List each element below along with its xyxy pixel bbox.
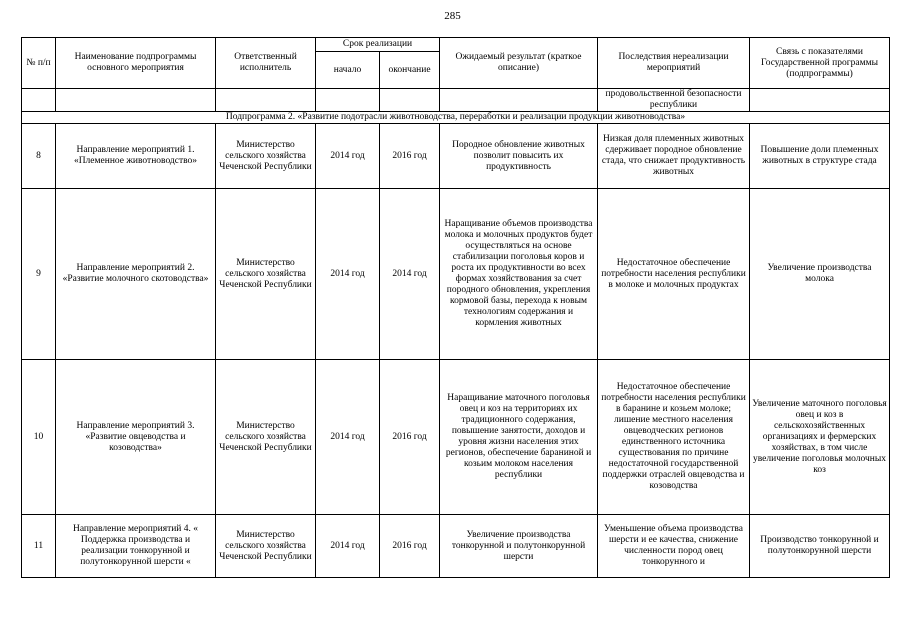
row-num: 10	[22, 360, 56, 515]
table-row	[22, 124, 890, 189]
row-name: Направление мероприятий 1. «Племенное животноводство»	[56, 124, 216, 189]
row-name: Направление мероприятий 4. « Поддержка производства и реализации тонкорунной и полутонкорунной шерсти «	[56, 515, 216, 578]
header-consequences: Последствия нереализации мероприятий	[598, 38, 750, 89]
row-end: 2016 год	[380, 124, 440, 189]
activities-table	[21, 37, 890, 578]
row-link: Повышение доли племенных животных в структуре стада	[750, 124, 890, 189]
row-link: Увеличение маточного поголовья овец и коз в сельскохозяйственных организациях и фермерских хозяйствах, в том числе увеличение поголовья молочных коз	[750, 360, 890, 515]
row-name: Направление мероприятий 2. «Развитие молочного скотоводства»	[56, 189, 216, 360]
cont-executor	[216, 89, 316, 112]
cont-end	[380, 89, 440, 112]
header-period: Срок реализации	[316, 38, 440, 52]
row-result: Породное обновление животных позволит повысить их продуктивность	[440, 124, 598, 189]
row-executor: Министерство сельского хозяйства Чеченской Республики	[216, 124, 316, 189]
row-executor: Министерство сельского хозяйства Чеченской Республики	[216, 360, 316, 515]
row-consequences: Недостаточное обеспечение потребности населения республики в баранине и козьем молоке; лишение местного населения овцеводческих регионов единственного источника существования по причине недостаточной государственной поддержки отраслей овцеводства и козоводства	[598, 360, 750, 515]
header-executor: Ответственный исполнитель	[216, 38, 316, 89]
row-end: 2016 год	[380, 360, 440, 515]
row-end: 2016 год	[380, 515, 440, 578]
row-result: Наращивание объемов производства молока и молочных продуктов будет осуществляться на основе стабилизации поголовья коров и роста их продуктивности во всех формах хозяйствования за счет породного обновления, укрепления кормовой базы, перехода к новым технологиям содержания и кормления животных	[440, 189, 598, 360]
row-num: 11	[22, 515, 56, 578]
header-start: начало	[316, 52, 380, 89]
cont-name	[56, 89, 216, 112]
row-result: Увеличение производства тонкорунной и полутонкорунной шерсти	[440, 515, 598, 578]
cont-link	[750, 89, 890, 112]
header-result: Ожидаемый результат (краткое описание)	[440, 38, 598, 89]
row-start: 2014 год	[316, 360, 380, 515]
header-end: окончание	[380, 52, 440, 89]
row-link: Увеличение производства молока	[750, 189, 890, 360]
table-row	[22, 189, 890, 360]
row-executor: Министерство сельского хозяйства Чеченской Республики	[216, 189, 316, 360]
row-end: 2014 год	[380, 189, 440, 360]
header-link: Связь с показателями Государственной программы (подпрограммы)	[750, 38, 890, 89]
cont-start	[316, 89, 380, 112]
section-row	[22, 112, 890, 124]
cont-result	[440, 89, 598, 112]
row-executor: Министерство сельского хозяйства Чеченской Республики	[216, 515, 316, 578]
table-row	[22, 360, 890, 515]
header-name: Наименование подпрограммы основного мероприятия	[56, 38, 216, 89]
header-num: № п/п	[22, 38, 56, 89]
continuation-row	[22, 89, 890, 112]
row-name: Направление мероприятий 3. «Развитие овцеводства и козоводства»	[56, 360, 216, 515]
row-start: 2014 год	[316, 189, 380, 360]
cont-num	[22, 89, 56, 112]
row-consequences: Недостаточное обеспечение потребности населения республики в молоке и молочных продуктах	[598, 189, 750, 360]
row-num: 8	[22, 124, 56, 189]
row-start: 2014 год	[316, 124, 380, 189]
table-row	[22, 515, 890, 578]
row-result: Наращивание маточного поголовья овец и коз на территориях их традиционного содержания, повышение занятости, доходов и уровня жизни населения этих регионов, обеспечение бараниной и козьим молоком населения республики	[440, 360, 598, 515]
cont-consequences: продовольственной безопасности республики	[598, 89, 750, 112]
row-link: Производство тонкорунной и полутонкорунной шерсти	[750, 515, 890, 578]
page-number: 285	[444, 10, 461, 22]
row-consequences: Низкая доля племенных животных сдерживает породное обновление стада, что снижает продуктивность животных	[598, 124, 750, 189]
row-consequences: Уменьшение объема производства шерсти и ее качества, снижение численности пород овец тонкорунного и	[598, 515, 750, 578]
row-start: 2014 год	[316, 515, 380, 578]
header-row	[22, 38, 890, 52]
row-num: 9	[22, 189, 56, 360]
section-title: Подпрограмма 2. «Развитие подотрасли животноводства, переработки и реализации продукции животноводства»	[22, 112, 890, 124]
